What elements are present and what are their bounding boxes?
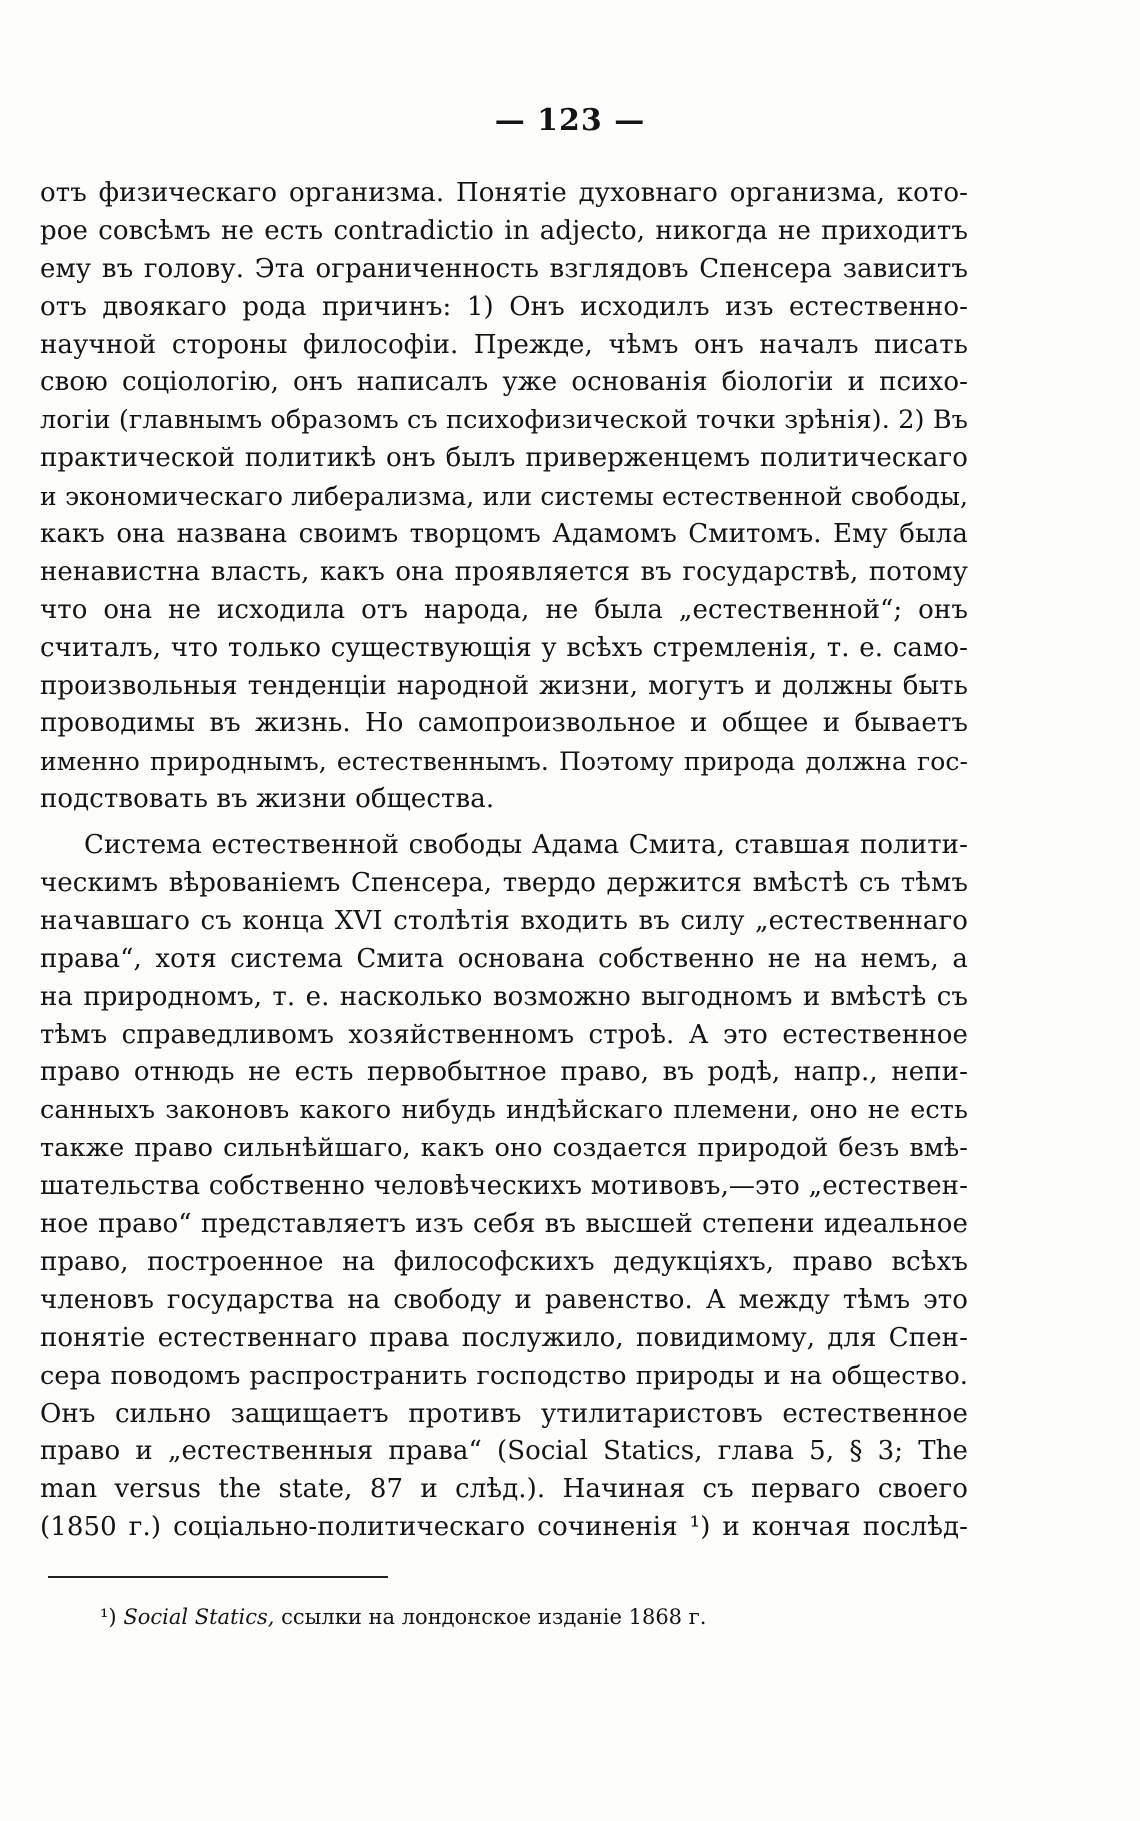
text-line: также право сильнѣйшаго, какъ оно создается природой безъ вмѣ- [40,1133,968,1164]
text-line: считалъ, что только существующія у всѣхъ стремленія, т. е. само- [40,632,968,663]
text-line: членовъ государства на свободу и равенство. А между тѣмъ это [40,1284,968,1315]
paragraph-gap [40,819,968,827]
text-line: Система естественной свободы Адама Смита, ставшая полити- [84,830,968,861]
page-number: — 123 — [494,103,646,138]
text-line: произвольныя тенденціи народной жизни, могутъ и должны быть [40,670,968,701]
text-line: шательства собственно человѣческихъ мотивовъ,—это „естествен- [40,1171,968,1202]
text-line: понятіе естественнаго права послужило, повидимому, для Спен- [40,1322,968,1353]
paragraph-1 [40,175,968,819]
body-text [40,175,968,1547]
footnote-marker: ¹) [100,1605,117,1629]
text-line: проводимы въ жизнь. Но самопроизвольное и общее и бываетъ [40,708,968,739]
text-line: право, построенное на философскихъ дедукціяхъ, право всѣхъ [40,1246,968,1277]
text-line: ческимъ вѣрованіемъ Спенсера, твердо держится вмѣстѣ съ тѣмъ [40,868,968,899]
text-line: практической политикѣ онъ былъ приверженцемъ политическаго [40,443,968,474]
text-line: подствовать въ жизни общества. [40,784,495,815]
text-line: на природномъ, т. е. насколько возможно выгодномъ и вмѣстѣ съ [40,981,968,1012]
text-line: рое совсѣмъ не есть contradictio in adjecto, никогда не приходитъ [40,215,968,246]
text-line: man versus the state, 87 и слѣд.). Начиная съ перваго своего [40,1474,968,1505]
text-line: логіи (главнымъ образомъ съ психофизической точки зрѣнія). 2) Въ [40,405,968,436]
text-line: право отнюдь не есть первобытное право, въ родѣ, напр., непи- [40,1057,968,1088]
footnote-text: ссылки на лондонское изданіе 1868 г. [281,1605,707,1629]
text-line: начавшаго съ конца XVI столѣтія входить въ силу „естественнаго [40,905,968,936]
text-line: Онъ сильно защищаетъ противъ утилитаристовъ естественное [40,1398,968,1429]
text-line: ему въ голову. Эта ограниченность взглядовъ Спенсера зависитъ [40,253,968,284]
text-line: именно природнымъ, естественнымъ. Поэтому природа должна гос- [40,747,968,777]
text-line: отъ физическаго организма. Понятіе духовнаго организма, кото- [40,178,968,208]
text-line: (1850 г.) соціально-политическаго сочиненія ¹) и кончая послѣд- [40,1512,968,1543]
text-line: и экономическаго либерализма, или системы естественной свободы, [40,482,968,512]
paragraph-2 [40,827,968,1547]
text-line: ное право“ представляетъ изъ себя въ высшей степени идеальное [40,1209,968,1240]
text-line: что она не исходила отъ народа, не была „естественной“; онъ [40,594,968,625]
text-line: научной стороны философіи. Прежде, чѣмъ онъ началъ писать [40,329,968,360]
text-line: отъ двоякаго рода причинъ: 1) Онъ исходилъ изъ естественно- [40,291,968,322]
footnote-divider [48,1576,388,1578]
text-line: тѣмъ справедливомъ хозяйственномъ строѣ. А это естественное [40,1019,968,1050]
footnote-title: Social Statics, [123,1605,275,1629]
text-line: права“, хотя система Смита основана собственно не на немъ, а [40,943,968,974]
text-line: право и „естественныя права“ (Social Statics, глава 5, § 3; The [40,1436,968,1467]
footnote [100,1602,706,1632]
text-line: ненавистна власть, какъ она проявляется въ государствѣ, потому [40,556,968,587]
text-line: сера поводомъ распространить господство природы и на общество. [40,1360,968,1391]
text-line: какъ она названа своимъ творцомъ Адамомъ Смитомъ. Ему была [40,519,968,550]
text-line: санныхъ законовъ какого нибудь индѣйскаго племени, оно не есть [40,1095,968,1126]
text-line: свою соціологію, онъ написалъ уже основанія біологіи и психо- [40,367,968,398]
